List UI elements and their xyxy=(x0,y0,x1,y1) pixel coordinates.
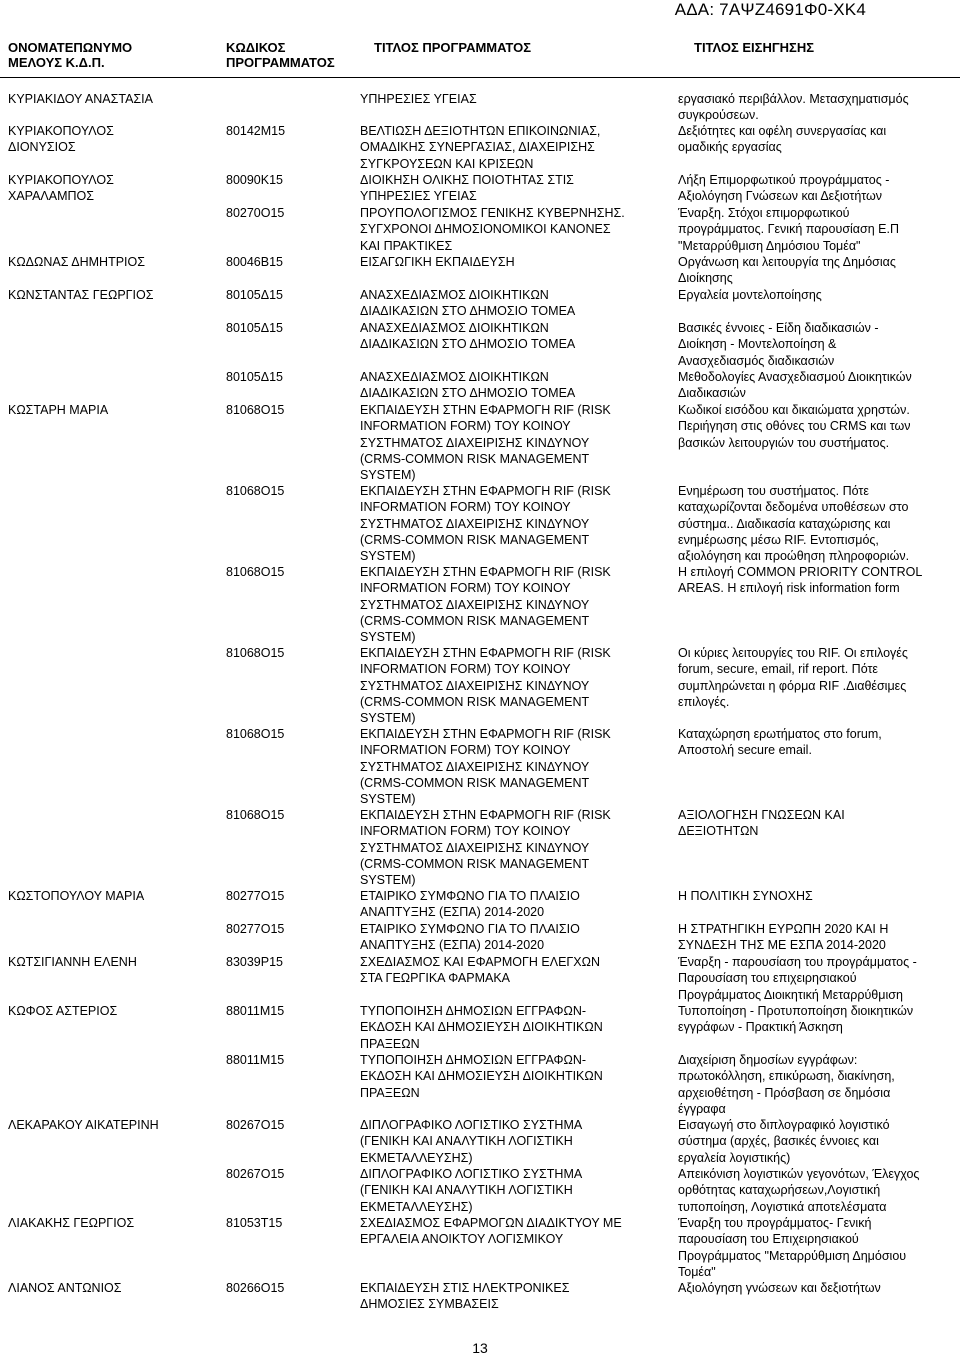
program-code: 80267Ο15 xyxy=(226,1167,285,1181)
program-code: 80277Ο15 xyxy=(226,922,285,936)
program-title: ΔΙΠΛΟΓΡΑΦΙΚΟ ΛΟΓΙΣΤΙΚΟ ΣΥΣΤΗΜΑ (ΓΕΝΙΚΗ ΚΑΙ ΑΝΑΛΥΤΙΚΗ ΛΟΓΙΣΤΙΚΗ ΕΚΜΕΤΑΛΛΕΥΣΗΣ) xyxy=(360,1118,583,1165)
program-code: 80090Κ15 xyxy=(226,173,284,187)
program-code: 88011Μ15 xyxy=(226,1004,285,1018)
presentation-title: Τυποποίηση - Προτυποποίηση διοικητικών εγγράφων - Πρακτική Άσκηση xyxy=(678,1004,914,1035)
program-title: ΕΚΠΑΙΔΕΥΣΗ ΣΤΗΝ ΕΦΑΡΜΟΓΗ RIF (RISK INFORMATION FORM) ΤΟΥ ΚΟΙΝΟΥ ΣΥΣΤΗΜΑΤΟΣ ΔΙΑΧΕΙΡΙΣΗΣ ΚΙΝΔΥΝΟΥ (CRMS-COMMON RISK MANAGEMENT SYSTEM) xyxy=(360,646,611,726)
member-name: ΚΩΣΤΑΡΗ ΜΑΡΙΑ xyxy=(8,403,109,417)
program-code: 81068Ο15 xyxy=(226,403,285,417)
presentation-title: Διαχείριση δημοσίων εγγράφων: πρωτοκόλληση, επικύρωση, διακίνηση, αρχειοθέτηση - Πρόσβαση σε δημόσια έγγραφα xyxy=(678,1053,895,1116)
presentation-title: Βασικές έννοιες - Είδη διαδικασιών - Διοίκηση - Μοντελοποίηση & Ανασχεδιασμός διαδικασιών xyxy=(678,321,879,368)
program-title: ΔΙΟΙΚΗΣΗ ΟΛΙΚΗΣ ΠΟΙΟΤΗΤΑΣ ΣΤΙΣ ΥΠΗΡΕΣΙΕΣ ΥΓΕΙΑΣ xyxy=(360,173,574,204)
presentation-title: Έναρξη του προγράμματος- Γενική παρουσίαση του Επιχειρησιακού Προγράμματος "Μεταρρύθμιση Δημόσιου Τομέα" xyxy=(678,1216,907,1279)
program-title: ΕΤΑΙΡΙΚΟ ΣΥΜΦΩΝΟ ΓΙΑ ΤΟ ΠΛΑΙΣΙΟ ΑΝΑΠΤΥΞΗΣ (ΕΣΠΑ) 2014-2020 xyxy=(360,889,580,920)
member-name: ΚΩΝΣΤΑΝΤΑΣ ΓΕΩΡΓΙΟΣ xyxy=(8,288,154,302)
program-code: 80267Ο15 xyxy=(226,1118,285,1132)
program-title: ΣΧΕΔΙΑΣΜΟΣ ΕΦΑΡΜΟΓΩΝ ΔΙΑΔΙΚΤΥΟΥ ΜΕ ΕΡΓΑΛΕΙΑ ΑΝΟΙΚΤΟΥ ΛΟΓΙΣΜΙΚΟΥ xyxy=(360,1216,622,1247)
presentation-title: Κωδικοί εισόδου και δικαιώματα χρηστών. Περιήγηση στις οθόνες του CRMS και των βασικών λειτουργιών του συστήματος. xyxy=(678,403,911,450)
program-code: 80277Ο15 xyxy=(226,889,285,903)
presentation-title: Οργάνωση και λειτουργία της Δημόσιας Διοίκησης xyxy=(678,255,896,286)
program-title: ΥΠΗΡΕΣΙΕΣ ΥΓΕΙΑΣ xyxy=(360,92,477,106)
header-name: ΟΝΟΜΑΤΕΠΩΝΥΜΟ ΜΕΛΟΥΣ Κ.Δ.Π. xyxy=(8,40,133,70)
program-code: 80105Δ15 xyxy=(226,288,284,302)
presentation-title: Αξιολόγηση γνώσεων και δεξιοτήτων xyxy=(678,1281,881,1295)
presentation-title: Λήξη Επιμορφωτικού προγράμματος - Αξιολόγηση Γνώσεων και Δεξιοτήτων xyxy=(678,173,890,204)
member-name: ΛΕΚΑΡΑΚΟΥ ΑΙΚΑΤΕΡΙΝΗ xyxy=(8,1118,159,1132)
program-code: 80142Μ15 xyxy=(226,124,286,138)
member-name: ΚΩΔΩΝΑΣ ΔΗΜΗΤΡΙΟΣ xyxy=(8,255,145,269)
presentation-title: Έναρξη - παρουσίαση του προγράμματος - Παρουσίαση του επιχειρησιακού Προγράμματος Διοικητική Μεταρρύθμιση xyxy=(678,955,917,1002)
program-title: ΕΙΣΑΓΩΓΙΚΗ ΕΚΠΑΙΔΕΥΣΗ xyxy=(360,255,515,269)
program-code: 81068Ο15 xyxy=(226,565,285,579)
member-name: ΚΩΦΟΣ ΑΣΤΕΡΙΟΣ xyxy=(8,1004,118,1018)
program-code: 88011Μ15 xyxy=(226,1053,285,1067)
program-title: ΕΚΠΑΙΔΕΥΣΗ ΣΤΗΝ ΕΦΑΡΜΟΓΗ RIF (RISK INFORMATION FORM) ΤΟΥ ΚΟΙΝΟΥ ΣΥΣΤΗΜΑΤΟΣ ΔΙΑΧΕΙΡΙΣΗΣ ΚΙΝΔΥΝΟΥ (CRMS-COMMON RISK MANAGEMENT SYSTEM) xyxy=(360,808,611,888)
header-title: ΤΙΤΛΟΣ ΠΡΟΓΡΑΜΜΑΤΟΣ xyxy=(374,40,532,55)
presentation-title: Εισαγωγή στο διπλογραφικό λογιστικό σύστημα (αρχές, βασικές έννοιες και εργαλεία λογιστικής) xyxy=(678,1118,890,1165)
program-code: 80270Ο15 xyxy=(226,206,285,220)
member-name: ΚΩΣΤΟΠΟΥΛΟΥ ΜΑΡΙΑ xyxy=(8,889,145,903)
presentation-title: εργασιακό περιβάλλον. Μετασχηματισμός συγκρούσεων. xyxy=(678,92,909,123)
presentation-title: ΑΞΙΟΛΟΓΗΣΗ ΓΝΩΣΕΩΝ ΚΑΙ ΔΕΞΙΟΤΗΤΩΝ xyxy=(678,808,845,839)
page-number: 13 xyxy=(472,1340,488,1356)
member-name: ΚΥΡΙΑΚΙΔΟΥ ΑΝΑΣΤΑΣΙΑ xyxy=(8,92,153,106)
program-title: ΑΝΑΣΧΕΔΙΑΣΜΟΣ ΔΙΟΙΚΗΤΙΚΩΝ ΔΙΑΔΙΚΑΣΙΩΝ ΣΤΟ ΔΗΜΟΣΙΟ ΤΟΜΕΑ xyxy=(360,370,576,401)
presentation-title: Η ΠΟΛΙΤΙΚΗ ΣΥΝΟΧΗΣ xyxy=(678,889,813,903)
presentation-title: Η επιλογή COMMON PRIORITY CONTROL AREAS. Η επιλογή risk information form xyxy=(678,565,923,596)
ada-code: ΑΔΑ: 7ΑΨΖ4691Φ0-ΧΚ4 xyxy=(674,0,866,19)
program-title: ΔΙΠΛΟΓΡΑΦΙΚΟ ΛΟΓΙΣΤΙΚΟ ΣΥΣΤΗΜΑ (ΓΕΝΙΚΗ ΚΑΙ ΑΝΑΛΥΤΙΚΗ ΛΟΓΙΣΤΙΚΗ ΕΚΜΕΤΑΛΛΕΥΣΗΣ) xyxy=(360,1167,583,1214)
program-title: ΤΥΠΟΠΟΙΗΣΗ ΔΗΜΟΣΙΩΝ ΕΓΓΡΑΦΩΝ- ΕΚΔΟΣΗ ΚΑΙ ΔΗΜΟΣΙΕΥΣΗ ΔΙΟΙΚΗΤΙΚΩΝ ΠΡΑΞΕΩΝ xyxy=(360,1053,603,1100)
presentation-title: Εργαλεία μοντελοποίησης xyxy=(678,288,822,302)
presentation-title: Ενημέρωση του συστήματος. Πότε καταχωρίζονται δεδομένα υποθέσεων στο σύστημα.. Διαδικασία καταχώρισης και ενημέρωσης μέσω RIF. Εντοπισμός, αξιολόγηση και προώθηση πληροφοριών. xyxy=(678,484,910,564)
member-name: ΚΩΤΣΙΓΙΑΝΝΗ ΕΛΕΝΗ xyxy=(8,955,137,969)
member-name: ΛΙΑΝΟΣ ΑΝΤΩΝΙΟΣ xyxy=(8,1281,122,1295)
program-title: ΒΕΛΤΙΩΣΗ ΔΕΞΙΟΤΗΤΩΝ ΕΠΙΚΟΙΝΩΝΙΑΣ, ΟΜΑΔΙΚΗΣ ΣΥΝΕΡΓΑΣΙΑΣ, ΔΙΑΧΕΙΡΙΣΗΣ ΣΥΓΚΡΟΥΣΕΩΝ ΚΑΙ ΚΡΙΣΕΩΝ xyxy=(360,124,601,171)
program-code: 81068Ο15 xyxy=(226,808,285,822)
member-name: ΚΥΡΙΑΚΟΠΟΥΛΟΣ ΔΙΟΝΥΣΙΟΣ xyxy=(8,124,114,155)
program-code: 81068Ο15 xyxy=(226,727,285,741)
presentation-title: Οι κύριες λειτουργίες του RIF. Οι επιλογές forum, secure, email, rif report. Πότε συμπληρώνεται η φόρμα RIF .Διαθέσιμες επιλογές. xyxy=(678,646,908,709)
presentation-title: Δεξιότητες και οφέλη συνεργασίας και ομαδικής εργασίας xyxy=(678,124,887,155)
program-title: ΤΥΠΟΠΟΙΗΣΗ ΔΗΜΟΣΙΩΝ ΕΓΓΡΑΦΩΝ- ΕΚΔΟΣΗ ΚΑΙ ΔΗΜΟΣΙΕΥΣΗ ΔΙΟΙΚΗΤΙΚΩΝ ΠΡΑΞΕΩΝ xyxy=(360,1004,603,1051)
program-title: ΕΚΠΑΙΔΕΥΣΗ ΣΤΗΝ ΕΦΑΡΜΟΓΗ RIF (RISK INFORMATION FORM) ΤΟΥ ΚΟΙΝΟΥ ΣΥΣΤΗΜΑΤΟΣ ΔΙΑΧΕΙΡΙΣΗΣ ΚΙΝΔΥΝΟΥ (CRMS-COMMON RISK MANAGEMENT SYSTEM) xyxy=(360,727,611,807)
member-name: ΛΙΑΚΑΚΗΣ ΓΕΩΡΓΙΟΣ xyxy=(8,1216,135,1230)
presentation-title: Η ΣΤΡΑΤΗΓΙΚΗ ΕΥΡΩΠΗ 2020 ΚΑΙ Η ΣΥΝΔΕΣΗ ΤΗΣ ΜΕ ΕΣΠΑ 2014-2020 xyxy=(678,922,889,953)
program-title: ΕΚΠΑΙΔΕΥΣΗ ΣΤΗΝ ΕΦΑΡΜΟΓΗ RIF (RISK INFORMATION FORM) ΤΟΥ ΚΟΙΝΟΥ ΣΥΣΤΗΜΑΤΟΣ ΔΙΑΧΕΙΡΙΣΗΣ ΚΙΝΔΥΝΟΥ (CRMS-COMMON RISK MANAGEMENT SYSTEM) xyxy=(360,403,611,483)
presentation-title: Απεικόνιση λογιστικών γεγονότων, Έλεγχος ορθότητας καταχωρήσεων,Λογιστική τυποποίηση, Λογιστικά αποτελέσματα xyxy=(678,1167,920,1214)
program-title: ΕΤΑΙΡΙΚΟ ΣΥΜΦΩΝΟ ΓΙΑ ΤΟ ΠΛΑΙΣΙΟ ΑΝΑΠΤΥΞΗΣ (ΕΣΠΑ) 2014-2020 xyxy=(360,922,580,953)
member-name: ΚΥΡΙΑΚΟΠΟΥΛΟΣ ΧΑΡΑΛΑΜΠΟΣ xyxy=(8,173,114,204)
program-code: 80266Ο15 xyxy=(226,1281,285,1295)
header-code: ΚΩΔΙΚΟΣ ΠΡΟΓΡΑΜΜΑΤΟΣ xyxy=(226,40,335,70)
program-title: ΣΧΕΔΙΑΣΜΟΣ ΚΑΙ ΕΦΑΡΜΟΓΗ ΕΛΕΓΧΩΝ ΣΤΑ ΓΕΩΡΓΙΚΑ ΦΑΡΜΑΚΑ xyxy=(360,955,601,986)
program-code: 80105Δ15 xyxy=(226,321,284,335)
header-intro: ΤΙΤΛΟΣ ΕΙΣΗΓΗΣΗΣ xyxy=(694,40,815,55)
program-title: ΠΡΟΥΠΟΛΟΓΙΣΜΟΣ ΓΕΝΙΚΗΣ ΚΥΒΕΡΝΗΣΗΣ. ΣΥΓΧΡΟΝΟΙ ΔΗΜΟΣΙΟΝΟΜΙΚΟΙ ΚΑΝΟΝΕΣ ΚΑΙ ΠΡΑΚΤΙΚΕΣ xyxy=(360,206,625,253)
program-code: 81053Τ15 xyxy=(226,1216,283,1230)
program-code: 81068Ο15 xyxy=(226,484,285,498)
program-code: 81068Ο15 xyxy=(226,646,285,660)
program-title: ΕΚΠΑΙΔΕΥΣΗ ΣΤΙΣ ΗΛΕΚΤΡΟΝΙΚΕΣ ΔΗΜΟΣΙΕΣ ΣΥΜΒΑΣΕΙΣ xyxy=(360,1281,570,1312)
presentation-title: Μεθοδολογίες Ανασχεδιασμού Διοικητικών Διαδικασιών xyxy=(678,370,912,401)
presentation-title: Έναρξη. Στόχοι επιμορφωτικού προγράμματος. Γενική παρουσίαση Ε.Π "Μεταρρύθμιση Δημόσιου Τομέα" xyxy=(678,206,900,253)
program-title: ΑΝΑΣΧΕΔΙΑΣΜΟΣ ΔΙΟΙΚΗΤΙΚΩΝ ΔΙΑΔΙΚΑΣΙΩΝ ΣΤΟ ΔΗΜΟΣΙΟ ΤΟΜΕΑ xyxy=(360,321,576,352)
program-title: ΕΚΠΑΙΔΕΥΣΗ ΣΤΗΝ ΕΦΑΡΜΟΓΗ RIF (RISK INFORMATION FORM) ΤΟΥ ΚΟΙΝΟΥ ΣΥΣΤΗΜΑΤΟΣ ΔΙΑΧΕΙΡΙΣΗΣ ΚΙΝΔΥΝΟΥ (CRMS-COMMON RISK MANAGEMENT SYSTEM) xyxy=(360,565,611,645)
program-code: 80105Δ15 xyxy=(226,370,284,384)
program-title: ΕΚΠΑΙΔΕΥΣΗ ΣΤΗΝ ΕΦΑΡΜΟΓΗ RIF (RISK INFORMATION FORM) ΤΟΥ ΚΟΙΝΟΥ ΣΥΣΤΗΜΑΤΟΣ ΔΙΑΧΕΙΡΙΣΗΣ ΚΙΝΔΥΝΟΥ (CRMS-COMMON RISK MANAGEMENT SYSTEM) xyxy=(360,484,611,564)
presentation-title: Καταχώρηση ερωτήματος στο forum, Αποστολή secure email. xyxy=(678,727,882,758)
program-title: ΑΝΑΣΧΕΔΙΑΣΜΟΣ ΔΙΟΙΚΗΤΙΚΩΝ ΔΙΑΔΙΚΑΣΙΩΝ ΣΤΟ ΔΗΜΟΣΙΟ ΤΟΜΕΑ xyxy=(360,288,576,319)
program-code: 83039Ρ15 xyxy=(226,955,284,969)
program-code: 80046Β15 xyxy=(226,255,284,269)
